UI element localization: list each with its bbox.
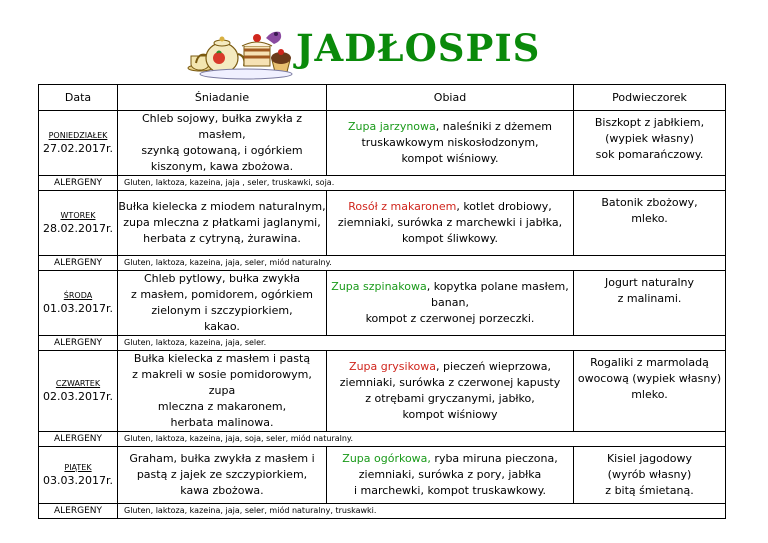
day-date: 27.02.2017r. bbox=[43, 141, 113, 155]
lunch-cell bbox=[327, 351, 574, 432]
snack-line: mleko. bbox=[631, 212, 668, 225]
snack-line: Batonik zbożowy, bbox=[601, 196, 698, 209]
breakfast-line: Chleb pytlowy, bułka zwykła bbox=[143, 272, 301, 285]
lunch-line: banan, bbox=[431, 296, 469, 309]
lunch-line: kompot wiśniowy bbox=[402, 408, 498, 421]
breakfast-line: Graham, bułka zwykła z masłem i bbox=[129, 452, 315, 465]
lunch-first-line bbox=[327, 451, 573, 467]
lunch-line: kompot wiśniowy. bbox=[401, 152, 499, 165]
day-cell bbox=[39, 351, 118, 432]
day-row bbox=[39, 271, 726, 336]
breakfast-line: herbata malinowa. bbox=[170, 416, 274, 429]
day-date: 03.03.2017r. bbox=[43, 473, 113, 487]
breakfast-line: z masłem, pomidorem, ogórkiem bbox=[131, 288, 313, 301]
breakfast-line: z makreli w sosie pomidorowym, zupa bbox=[132, 368, 312, 397]
lunch-main-text: ryba miruna pieczona, bbox=[430, 452, 558, 465]
snack-cell bbox=[574, 447, 726, 504]
allergen-list: Gluten, laktoza, kazeina, jaja, seler. bbox=[118, 336, 726, 351]
allergen-list: Gluten, laktoza, kazeina, jaja, soja, seler, miód naturalny. bbox=[118, 432, 726, 447]
lunch-line: ziemniaki, surówka z pory, jabłka bbox=[358, 468, 542, 481]
column-header-breakfast: Śniadanie bbox=[118, 85, 327, 111]
allergen-row bbox=[39, 176, 726, 191]
lunch-cell bbox=[327, 271, 574, 336]
allergen-label: ALERGENY bbox=[39, 504, 118, 519]
breakfast-line: kiszonym, kawa zbożowa. bbox=[150, 160, 294, 173]
allergen-label: ALERGENY bbox=[39, 176, 118, 191]
day-cell bbox=[39, 111, 118, 176]
day-name: CZWARTEK bbox=[55, 378, 101, 388]
lunch-cell bbox=[327, 111, 574, 176]
column-header-lunch: Obiad bbox=[327, 85, 574, 111]
day-row bbox=[39, 191, 726, 256]
day-name: ŚRODA bbox=[63, 290, 93, 300]
snack-line: (wyrób własny) bbox=[607, 468, 692, 481]
snack-line: Rogaliki z marmoladą bbox=[590, 356, 709, 369]
lunch-line: ziemniaki, surówka z czerwonej kapusty bbox=[339, 376, 561, 389]
breakfast-cell bbox=[118, 447, 327, 504]
snack-line: owocową (wypiek własny) bbox=[577, 372, 722, 385]
snack-cell bbox=[574, 351, 726, 432]
breakfast-line: mleczna z makaronem, bbox=[157, 400, 287, 413]
day-row bbox=[39, 447, 726, 504]
breakfast-line: zupa mleczna z płatkami jaglanymi, bbox=[123, 216, 321, 229]
lunch-line: kompot śliwkowy. bbox=[402, 232, 498, 245]
allergen-row bbox=[39, 432, 726, 447]
menu-body bbox=[39, 111, 726, 519]
day-row bbox=[39, 111, 726, 176]
soup-name: Zupa jarzynowa bbox=[348, 120, 436, 133]
breakfast-line: zielonym i szczypiorkiem, bbox=[151, 304, 293, 317]
day-name: PIĄTEK bbox=[64, 462, 92, 472]
soup-name: Zupa ogórkowa, bbox=[342, 452, 431, 465]
snack-cell bbox=[574, 111, 726, 176]
allergen-label: ALERGENY bbox=[39, 336, 118, 351]
page-title: JADŁOSPIS bbox=[296, 26, 541, 70]
allergen-list: Gluten, laktoza, kazeina, jaja , seler, truskawki, soja. bbox=[118, 176, 726, 191]
lunch-main-text: , kopytka polane masłem, bbox=[426, 280, 569, 293]
day-row bbox=[39, 351, 726, 432]
header bbox=[0, 0, 768, 86]
allergen-label: ALERGENY bbox=[39, 432, 118, 447]
snack-line: mleko. bbox=[631, 388, 668, 401]
menu-table bbox=[38, 84, 726, 519]
day-cell bbox=[39, 191, 118, 256]
lunch-first-line bbox=[327, 279, 573, 295]
lunch-first-line bbox=[327, 359, 573, 375]
snack-line: Jogurt naturalny bbox=[604, 276, 695, 289]
snack-line: Biszkopt z jabłkiem, bbox=[594, 116, 705, 129]
tea-set-cake-icon bbox=[186, 10, 296, 82]
lunch-main-text: , kotlet drobiowy, bbox=[456, 200, 552, 213]
lunch-line: kompot z czerwonej porzeczki. bbox=[365, 312, 535, 325]
lunch-first-line bbox=[327, 119, 573, 135]
lunch-first-line bbox=[327, 199, 573, 215]
breakfast-line: kawa zbożowa. bbox=[180, 484, 264, 497]
snack-line: Kisiel jagodowy bbox=[606, 452, 693, 465]
breakfast-cell bbox=[118, 191, 327, 256]
breakfast-line: szynką gotowaną, i ogórkiem bbox=[141, 144, 303, 157]
soup-name: Zupa grysikowa bbox=[349, 360, 437, 373]
lunch-line: truskawkowym niskosłodzonym, bbox=[361, 136, 539, 149]
breakfast-cell bbox=[118, 271, 327, 336]
allergen-row bbox=[39, 336, 726, 351]
breakfast-line: Bułka kielecka z masłem i pastą bbox=[133, 352, 311, 365]
snack-line: sok pomarańczowy. bbox=[595, 148, 704, 161]
lunch-cell bbox=[327, 191, 574, 256]
breakfast-line: herbata z cytryną, żurawina. bbox=[143, 232, 301, 245]
breakfast-line: Bułka kielecka z miodem naturalnym, bbox=[118, 200, 326, 213]
column-header-snack: Podwieczorek bbox=[574, 85, 726, 111]
day-cell bbox=[39, 271, 118, 336]
breakfast-line: pastą z jajek ze szczypiorkiem, bbox=[136, 468, 308, 481]
lunch-line: i marchewki, kompot truskawkowy. bbox=[353, 484, 547, 497]
lunch-main-text: , naleśniki z dżemem bbox=[435, 120, 552, 133]
day-cell bbox=[39, 447, 118, 504]
breakfast-line: Chleb sojowy, bułka zwykła z masłem, bbox=[142, 112, 302, 141]
day-name: PONIEDZIAŁEK bbox=[48, 130, 108, 140]
snack-line: z bitą śmietaną. bbox=[605, 484, 694, 497]
breakfast-cell bbox=[118, 351, 327, 432]
lunch-main-text: , pieczeń wieprzowa, bbox=[436, 360, 551, 373]
lunch-line: ziemniaki, surówka z marchewki i jabłka, bbox=[337, 216, 563, 229]
column-header-date: Data bbox=[39, 85, 118, 111]
snack-line: z malinami. bbox=[617, 292, 682, 305]
lunch-cell bbox=[327, 447, 574, 504]
day-date: 28.02.2017r. bbox=[43, 221, 113, 235]
allergen-row bbox=[39, 504, 726, 519]
day-name: WTOREK bbox=[60, 210, 96, 220]
snack-cell bbox=[574, 271, 726, 336]
snack-cell bbox=[574, 191, 726, 256]
breakfast-cell bbox=[118, 111, 327, 176]
allergen-list: Gluten, laktoza, kazeina, jaja, seler, miód naturalny. bbox=[118, 256, 726, 271]
allergen-list: Gluten, laktoza, kazeina, jaja, seler, miód naturalny, truskawki. bbox=[118, 504, 726, 519]
day-date: 02.03.2017r. bbox=[43, 389, 113, 403]
soup-name: Zupa szpinakowa bbox=[331, 280, 427, 293]
header-row bbox=[39, 85, 726, 111]
breakfast-line: kakao. bbox=[204, 320, 240, 333]
lunch-line: z otrębami gryczanymi, jabłko, bbox=[365, 392, 535, 405]
soup-name: Rosół z makaronem bbox=[348, 200, 457, 213]
allergen-label: ALERGENY bbox=[39, 256, 118, 271]
snack-line: (wypiek własny) bbox=[605, 132, 694, 145]
allergen-row bbox=[39, 256, 726, 271]
day-date: 01.03.2017r. bbox=[43, 301, 113, 315]
